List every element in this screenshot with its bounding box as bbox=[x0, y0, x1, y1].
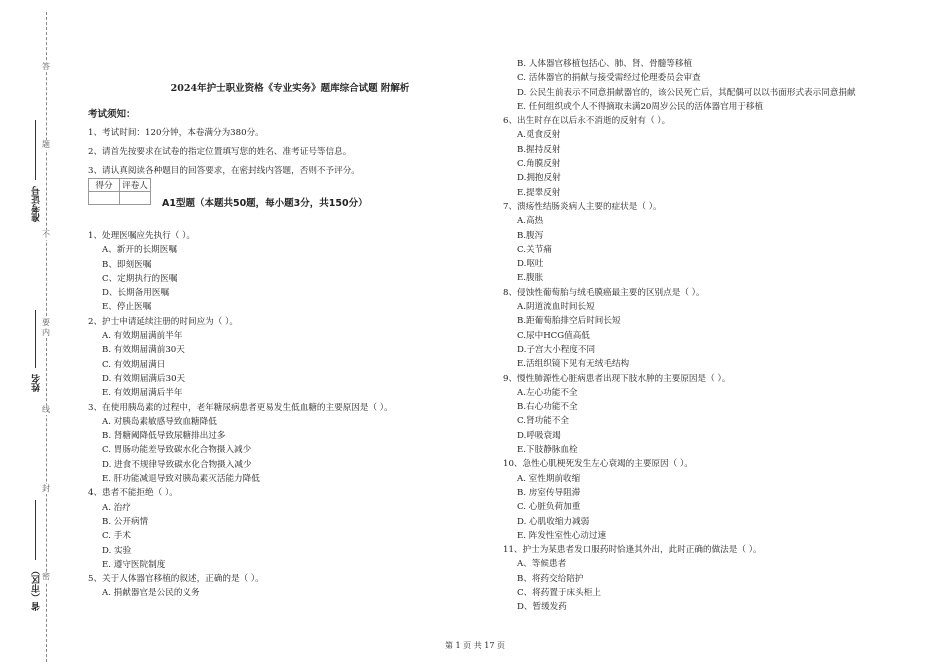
answer-option: B. 公开病情 bbox=[102, 516, 149, 527]
answer-option: C.肾功能不全 bbox=[517, 416, 569, 427]
binding-char: 题 bbox=[42, 140, 50, 149]
binding-char: 答 bbox=[42, 62, 50, 71]
answer-option: C. 手术 bbox=[102, 531, 131, 542]
answer-option: A. 捐献器官是公民的义务 bbox=[102, 588, 200, 599]
question-stem: 7、溃疡性结肠炎病人主要的症状是（ ）。 bbox=[503, 201, 662, 212]
answer-option: C. 活体器官的捐献与接受需经过伦理委员会审查 bbox=[517, 73, 701, 84]
notice-item: 3、请认真阅读各种题目的回答要求，在密封线内答题，否则不予评分。 bbox=[88, 166, 360, 176]
reviewer-cell bbox=[120, 192, 151, 205]
answer-option: C. 胃肠功能差导致碳水化合物摄入减少 bbox=[102, 445, 252, 456]
question-stem: 4、患者不能拒绝（ ）。 bbox=[88, 488, 178, 499]
answer-option: A. 有效期届满前半年 bbox=[102, 331, 183, 342]
province-label: 省（市区） bbox=[32, 566, 42, 611]
notice-heading: 考试须知： bbox=[88, 109, 136, 120]
answer-option: E. 肝功能减退导致对胰岛素灭活能力降低 bbox=[102, 474, 260, 485]
answer-option: E. 有效期届满后半年 bbox=[102, 388, 183, 399]
section-title: A1型题（本题共50题，每小题3分，共150分） bbox=[162, 198, 368, 209]
binding-char: 要 bbox=[42, 318, 50, 327]
binding-char: 内 bbox=[42, 328, 50, 337]
answer-option: B.腹泻 bbox=[517, 230, 544, 241]
binding-char: 线 bbox=[42, 405, 50, 414]
answer-option: A.左心功能不全 bbox=[517, 387, 578, 398]
answer-option: D、暂缓发药 bbox=[517, 602, 567, 613]
question-stem: 1、处理医嘱应先执行（ ）。 bbox=[88, 231, 196, 241]
name-label: 姓名 bbox=[32, 374, 42, 392]
left-question-column bbox=[88, 229, 393, 601]
question-stem: 6、出生时存在以后永不消逝的反射有（ ）。 bbox=[503, 116, 671, 127]
answer-option: A.阴道流血时间长短 bbox=[517, 302, 595, 313]
question-stem: 5、关于人体器官移植的叙述，正确的是（ ）。 bbox=[88, 574, 264, 585]
answer-option: A. 室性期前收缩 bbox=[517, 473, 581, 484]
answer-option: B、即刻医嘱 bbox=[102, 259, 152, 270]
answer-option: D.呼吸衰竭 bbox=[517, 430, 561, 441]
answer-option: C、将药置于床头柜上 bbox=[517, 587, 601, 598]
answer-option: A.觅食反射 bbox=[517, 130, 561, 141]
binding-char: 封 bbox=[42, 484, 50, 493]
exam-id-label: 准考证号 bbox=[32, 186, 42, 222]
answer-option: C、定期执行的医嘱 bbox=[102, 273, 178, 284]
answer-option: D. 公民生前表示不同意捐献器官的，该公民死亡后，其配偶可以以书面形式表示同意捐献 bbox=[517, 87, 856, 98]
answer-option: A、等候患者 bbox=[517, 559, 567, 570]
answer-option: E. 阵发性室性心动过速 bbox=[517, 530, 607, 541]
answer-option: D. 心肌收缩力减弱 bbox=[517, 516, 590, 527]
question-stem: 8、侵蚀性葡萄胎与绒毛膜癌最主要的区别点是（ ）。 bbox=[503, 287, 705, 298]
answer-option: E.腹胀 bbox=[517, 273, 544, 284]
answer-option: B、将药交给陪护 bbox=[517, 573, 584, 584]
page-title: 2024年护士职业资格《专业实务》题库综合试题 附解析 bbox=[170, 83, 410, 94]
right-question-column bbox=[503, 57, 856, 615]
score-cell bbox=[89, 192, 120, 205]
answer-option: D. 有效期届满后30天 bbox=[102, 373, 186, 384]
answer-option: B. 有效期届满前30天 bbox=[102, 345, 185, 356]
notice-item: 2、请首先按要求在试卷的指定位置填写您的姓名、准考证号等信息。 bbox=[88, 147, 352, 157]
binding-char: 不 bbox=[42, 230, 50, 239]
province-line bbox=[35, 500, 36, 560]
question-stem: 11、护士为某患者发口服药时恰逢其外出，此时正确的做法是（ ）。 bbox=[503, 545, 762, 556]
notice-item: 1、考试时间：120分钟，本卷满分为380分。 bbox=[88, 128, 264, 138]
answer-option: C.角膜反射 bbox=[517, 159, 561, 170]
answer-option: A.高热 bbox=[517, 216, 544, 227]
answer-option: C. 心脏负荷加重 bbox=[517, 502, 581, 513]
page-footer: 第 1 页 共 17 页 bbox=[445, 641, 505, 650]
answer-option: E.活组织镜下见有无绒毛结构 bbox=[517, 359, 630, 370]
question-stem: 3、在使用胰岛素的过程中，老年糖尿病患者更易发生低血糖的主要原因是（ ）。 bbox=[88, 402, 393, 413]
question-stem: 10、急性心肌梗死发生左心衰竭的主要原因（ ）。 bbox=[503, 459, 693, 470]
exam-id-line bbox=[35, 120, 36, 180]
answer-option: B. 人体器官移植包括心、肺、肾、骨髓等移植 bbox=[517, 59, 693, 69]
answer-option: E. 任何组织或个人不得摘取未满20周岁公民的活体器官用于移植 bbox=[517, 101, 764, 112]
answer-option: D. 进食不规律导致碳水化合物摄入减少 bbox=[102, 459, 252, 470]
answer-option: D.呕吐 bbox=[517, 259, 544, 270]
question-stem: 9、慢性肺源性心脏病患者出现下肢水肿的主要原因是（ ）。 bbox=[503, 373, 731, 384]
answer-option: A. 治疗 bbox=[102, 502, 131, 513]
answer-option: E.下肢静脉血栓 bbox=[517, 445, 578, 456]
answer-option: A. 对胰岛素敏感导致血糖降低 bbox=[102, 416, 217, 427]
answer-option: E、停止医嘱 bbox=[102, 302, 152, 313]
answer-option: D.拥抱反射 bbox=[517, 173, 561, 184]
answer-option: B. 房室传导阻滞 bbox=[517, 487, 581, 498]
question-stem: 2、护士申请延续注册的时间应为（ ）。 bbox=[88, 316, 238, 327]
answer-option: B.距葡萄胎排空后时间长短 bbox=[517, 316, 621, 327]
score-box bbox=[88, 178, 151, 205]
name-line bbox=[35, 310, 36, 368]
reviewer-header: 评卷人 bbox=[120, 179, 151, 192]
answer-option: C.尿中HCG值高低 bbox=[517, 330, 590, 341]
answer-option: E. 遵守医院制度 bbox=[102, 559, 166, 570]
binding-char: 密 bbox=[42, 572, 50, 581]
answer-option: E.提睾反射 bbox=[517, 187, 561, 198]
answer-option: B.右心功能不全 bbox=[517, 402, 578, 413]
answer-option: B.握持反射 bbox=[517, 144, 561, 155]
binding-margin bbox=[0, 0, 62, 671]
score-header: 得分 bbox=[89, 179, 120, 192]
answer-option: D. 实验 bbox=[102, 545, 132, 556]
answer-option: A、新开的长期医嘱 bbox=[102, 245, 177, 256]
answer-option: C. 有效期届满日 bbox=[102, 359, 166, 370]
answer-option: B. 肾糖阈降低导致尿糖排出过多 bbox=[102, 431, 226, 442]
answer-option: D.子宫大小程度不同 bbox=[517, 344, 596, 355]
answer-option: C.关节痛 bbox=[517, 244, 552, 255]
answer-option: D、长期备用医嘱 bbox=[102, 288, 170, 299]
